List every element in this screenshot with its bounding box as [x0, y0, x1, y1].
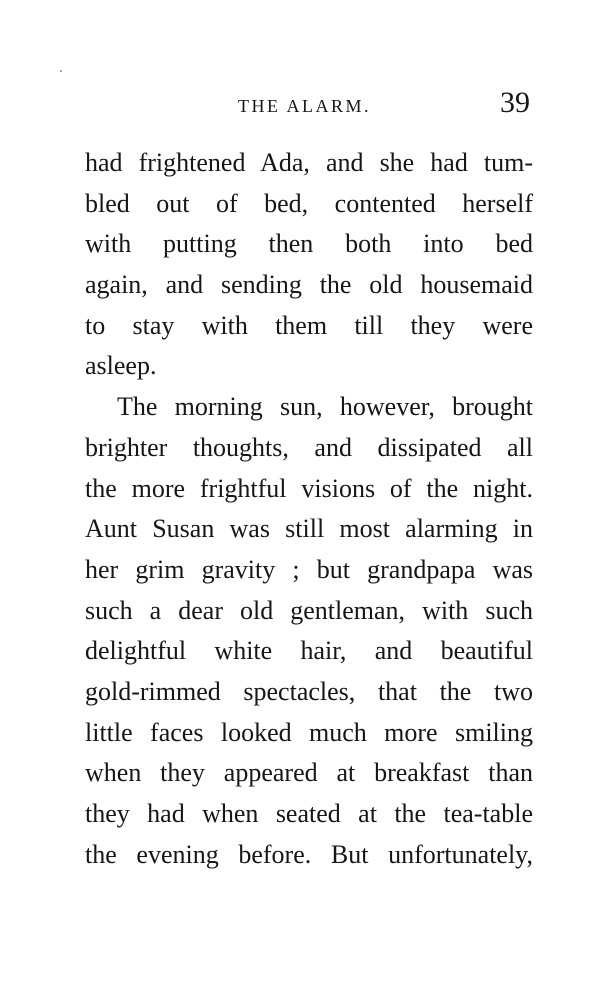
paragraph-2	[85, 387, 533, 875]
text-line: bled out of bed, contented herself	[85, 188, 533, 218]
text-line: brighter thoughts, and dissipated all	[85, 432, 533, 462]
text-line: to stay with them till they were	[85, 310, 533, 340]
text-line: the more frightful visions of the night.	[85, 473, 533, 503]
text-line: little faces looked much more smiling	[85, 717, 533, 747]
text-line: the evening before. But unfortunately,	[85, 839, 533, 869]
text-line: had frightened Ada, and she had tum-	[85, 148, 533, 177]
running-title: THE ALARM.	[238, 96, 371, 116]
paper-speck	[60, 70, 62, 72]
page-header	[0, 86, 595, 126]
text-line: when they appeared at breakfast than	[85, 758, 533, 788]
text-line: again, and sending the old housemaid	[85, 270, 533, 300]
text-line: with putting then both into bed	[85, 229, 533, 259]
text-line: they had when seated at the tea-table	[85, 799, 533, 828]
body-text	[85, 143, 533, 875]
text-line: Aunt Susan was still most alarming in	[85, 514, 533, 544]
text-line: delightful white hair, and beautiful	[85, 636, 533, 666]
paragraph-1	[85, 143, 533, 387]
text-line: asleep.	[85, 351, 157, 381]
text-line: such a dear old gentleman, with such	[85, 595, 533, 625]
page-number: 39	[500, 86, 530, 119]
text-line: The morning sun, however, brought	[117, 392, 533, 422]
text-line: gold-rimmed spectacles, that the two	[85, 676, 533, 706]
text-line: her grim gravity ; but grandpapa was	[85, 554, 533, 584]
